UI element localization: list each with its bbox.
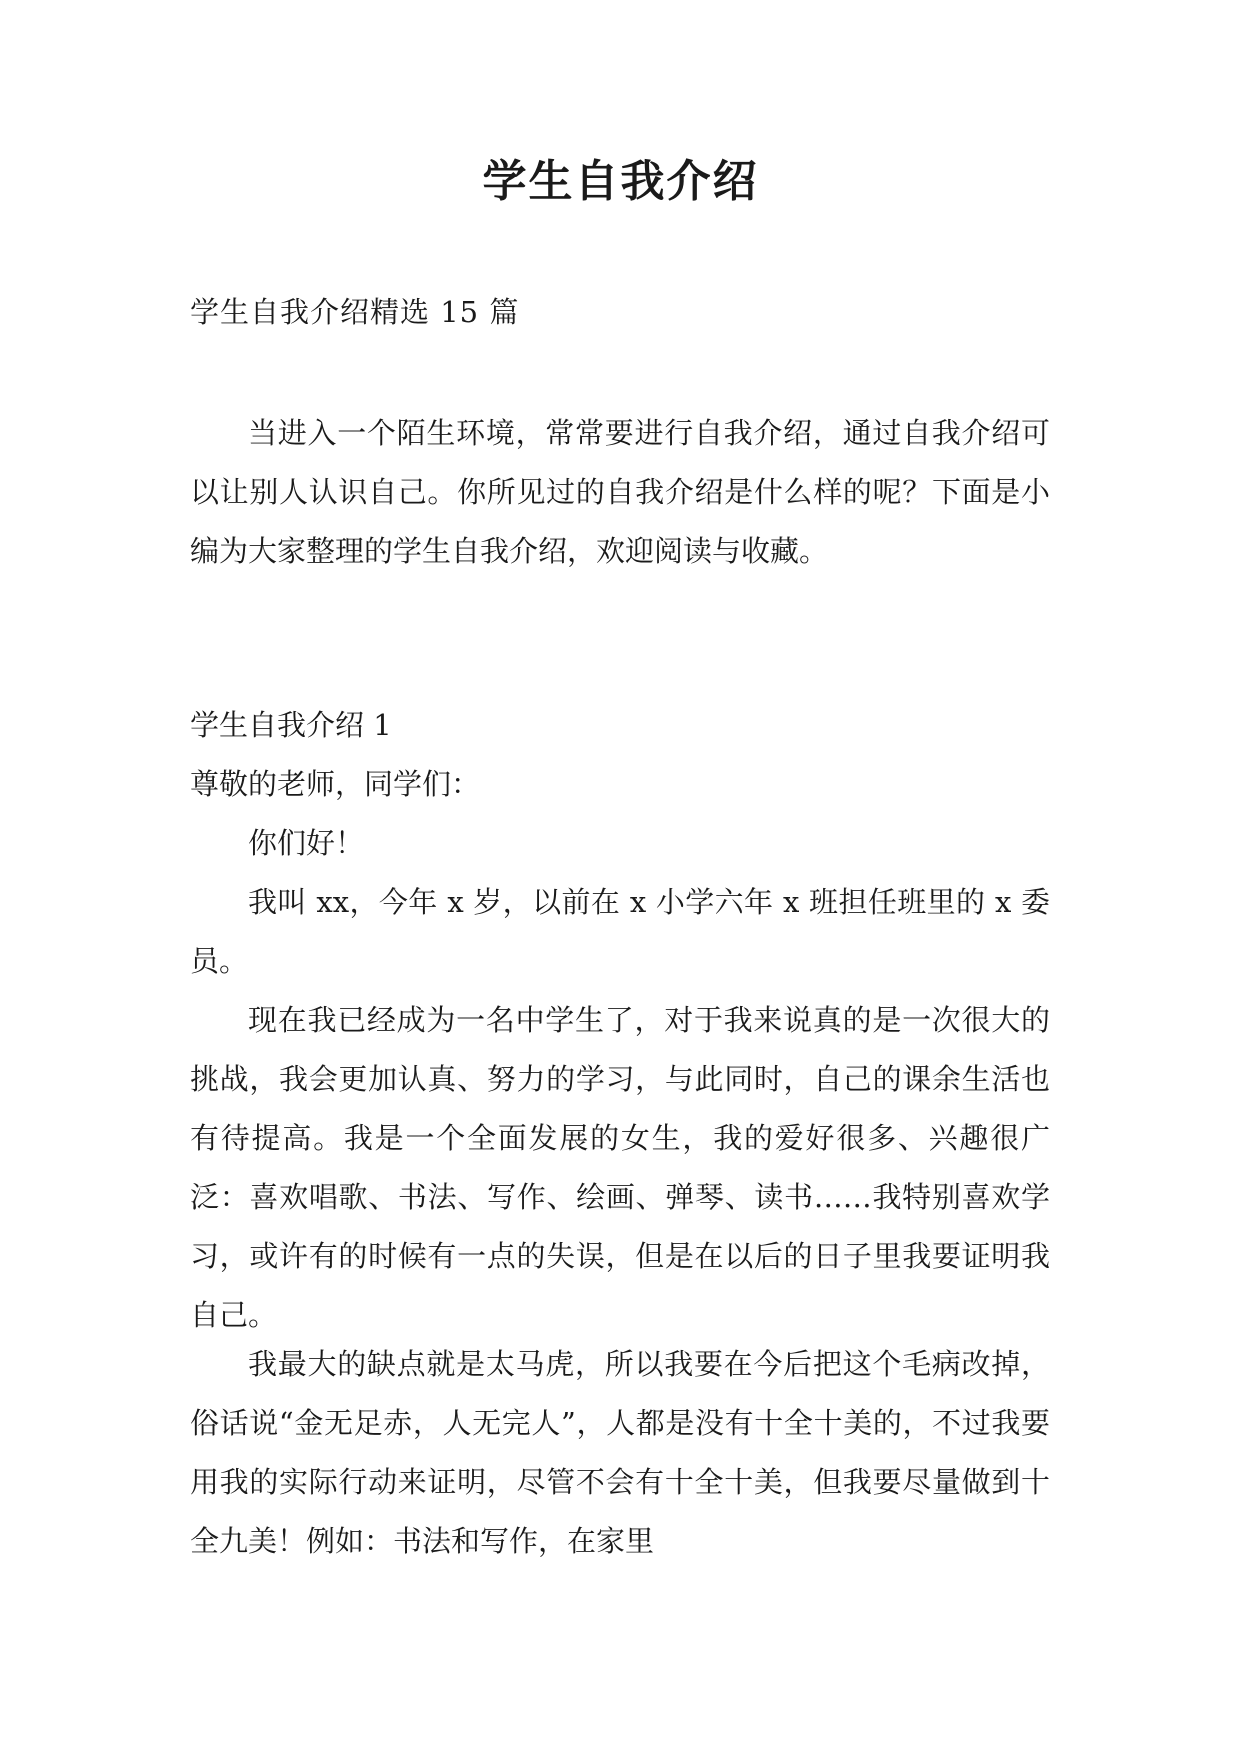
document-subtitle: 学生自我介绍精选 15 篇 [190,295,520,329]
intro-paragraph: 当进入一个陌生环境，常常要进行自我介绍，通过自我介绍可以让别人认识自己。你所见过的自我介绍是什么样的呢？下面是小编为大家整理的学生自我介绍，欢迎阅读与收藏。 [190,416,1050,568]
greeting-line: 你们好！ [248,826,365,860]
section-heading: 学生自我介绍 1 [190,708,392,742]
body-paragraph-3: 我最大的缺点就是太马虎，所以我要在今后把这个毛病改掉，俗话说“金无足赤，人无完人”，人都是没有十全十美的，不过我要用我的实际行动来证明，尽管不会有十全十美，但我要尽量做到十全九美！例如：书法和写作，在家里 [190,1347,1050,1558]
body-paragraph-2: 现在我已经成为一名中学生了，对于我来说真的是一次很大的挑战，我会更加认真、努力的学习，与此同时，自己的课余生活也有待提高。我是一个全面发展的女生，我的爱好很多、兴趣很广泛：喜欢唱歌、书法、写作、绘画、弹琴、读书……我特别喜欢学习，或许有的时候有一点的失误，但是在以后的日子里我要证明我自己。 [190,1003,1050,1332]
page-title: 学生自我介绍 [482,156,759,207]
salutation-line: 尊敬的老师，同学们： [190,767,481,801]
body-paragraph-1: 我叫 xx，今年 x 岁，以前在 x 小学六年 x 班担任班里的 x 委员。 [190,885,1050,978]
